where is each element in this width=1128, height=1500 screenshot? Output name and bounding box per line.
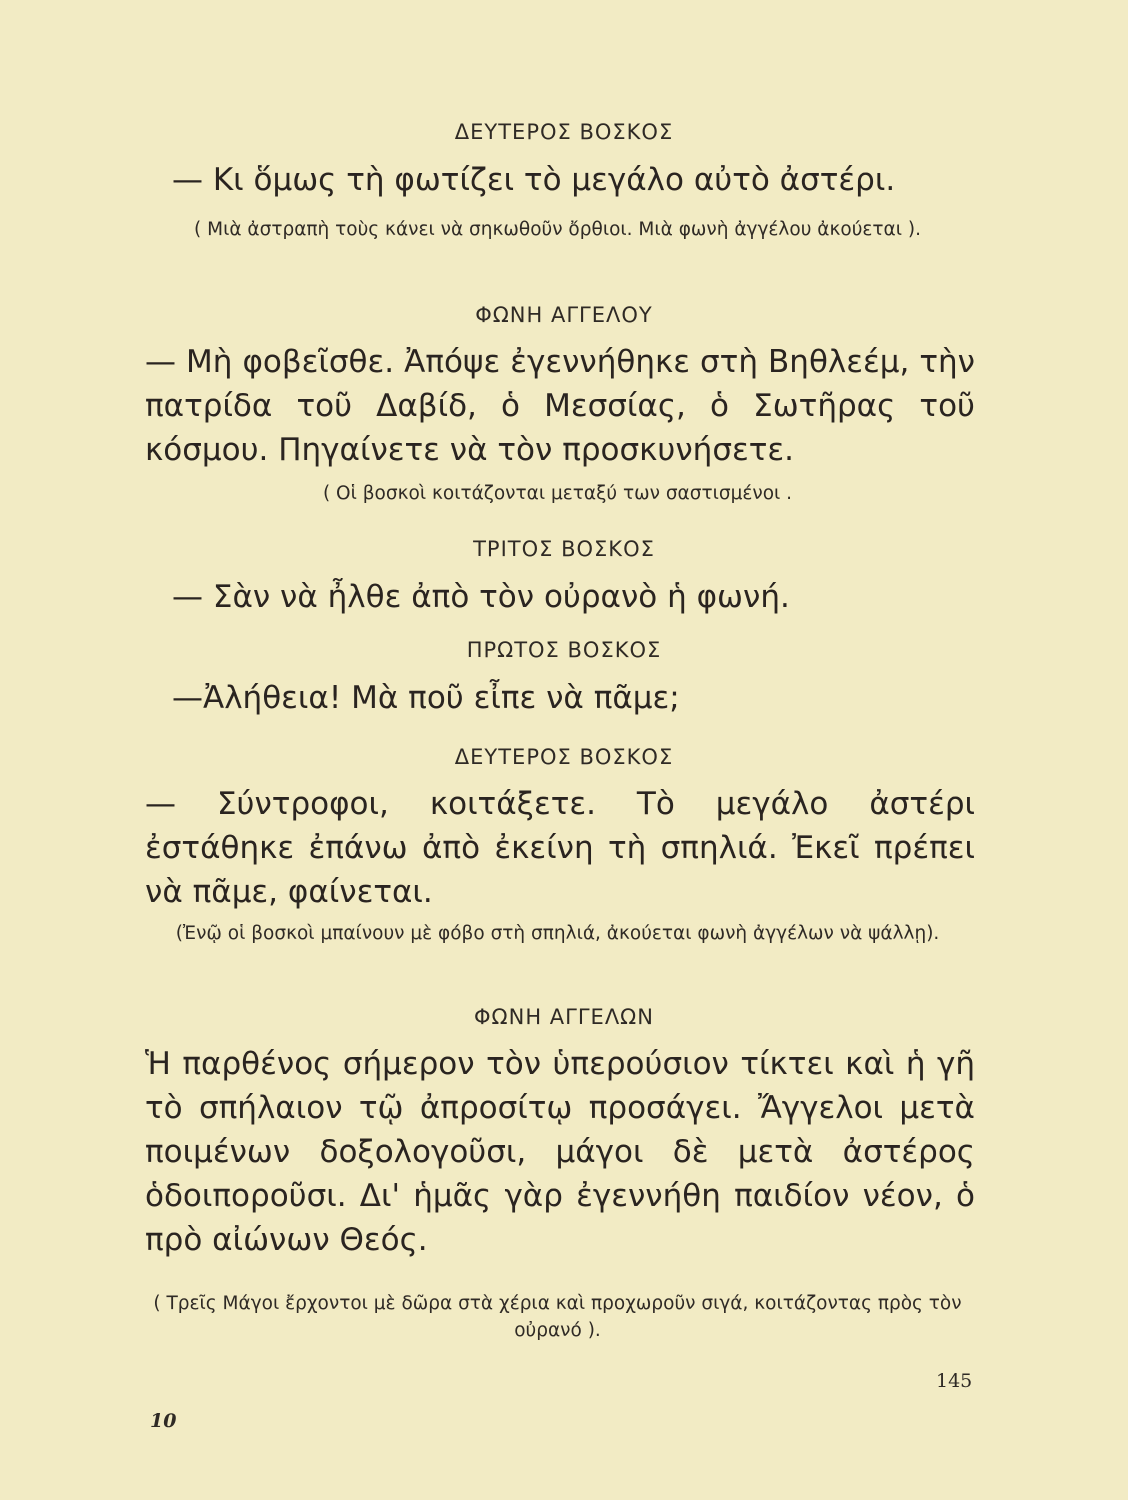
dialogue-line: — Σὰν νὰ ἦλθε ἀπὸ τὸν οὐρανὸ ἡ φωνή. xyxy=(172,579,790,615)
signature-mark: 10 xyxy=(150,1410,177,1432)
stage-direction: (Ἐνῷ οἱ βοσκοὶ μπαίνουν μὲ φόβο στὴ σπηλιά, ἀκούεται φωνὴ ἀγγέλων νὰ ψάλλῃ). xyxy=(175,923,940,944)
speaker-heading: ΠΡΩΤΟΣ ΒΟΣΚΟΣ xyxy=(466,638,662,662)
dialogue-line: — Σύντροφοι, κοιτάξετε. Τὸ μεγάλο ἀστέρι ἐστάθηκε ἐπάνω ἀπὸ ἐκείνη τὴ σπηλιά. Ἐκεῖ πρέπει νὰ πᾶμε, φαίνεται. xyxy=(145,786,975,910)
stage-direction: ( Τρεῖς Μάγοι ἔρχοντοι μὲ δῶρα στὰ χέρια καὶ προχωροῦν σιγά, κοιτάζοντας πρὸς τὸν οὐρανό ). xyxy=(153,1293,962,1341)
stage-direction: ( Μιὰ ἀστραπὴ τοὺς κάνει νὰ σηκωθοῦν ὄρθιοι. Μιὰ φωνὴ ἀγγέλου ἀκούεται ). xyxy=(194,219,921,240)
speaker-heading: ΔΕΥΤΕΡΟΣ ΒΟΣΚΟΣ xyxy=(454,745,674,769)
hymn-text: Ἡ παρθένος σήμερον τὸν ὑπερούσιον τίκτει καὶ ἡ γῆ τὸ σπήλαιον τῷ ἀπροσίτῳ προσάγει. Ἄγγελοι μετὰ ποιμένων δοξολογοῦσι, μάγοι δὲ μετὰ ἀστέρος ὁδοιποροῦσι. Δι' ἡμᾶς γὰρ ἐγεννήθη παιδίον νέον, ὁ πρὸ αἰώνων Θεός. xyxy=(145,1046,975,1258)
speaker-heading: ΦΩΝΗ ΑΓΓΕΛΩΝ xyxy=(474,1005,654,1029)
dialogue-line: —Ἀλήθεια! Μὰ ποῦ εἶπε νὰ πᾶμε; xyxy=(172,680,680,716)
speaker-heading: ΦΩΝΗ ΑΓΓΕΛΟΥ xyxy=(475,303,653,327)
speaker-heading: ΔΕΥΤΕΡΟΣ ΒΟΣΚΟΣ xyxy=(454,120,674,144)
dialogue-line: — Μὴ φοβεῖσθε. Ἀπόψε ἐγεννήθηκε στὴ Βηθλεέμ, τὴν πατρίδα τοῦ Δαβίδ, ὁ Μεσσίας, ὁ Σωτῆρας τοῦ κόσμου. Πηγαίνετε νὰ τὸν προσκυνήσετε. xyxy=(145,344,975,468)
speaker-heading: ΤΡΙΤΟΣ ΒΟΣΚΟΣ xyxy=(473,537,655,561)
dialogue-line: — Κι ὅμως τὴ φωτίζει τὸ μεγάλο αὐτὸ ἀστέρι. xyxy=(172,162,896,198)
stage-direction: ( Οἱ βοσκοὶ κοιτάζονται μεταξύ των σαστισμένοι . xyxy=(322,483,793,504)
page-number: 145 xyxy=(936,1370,973,1392)
